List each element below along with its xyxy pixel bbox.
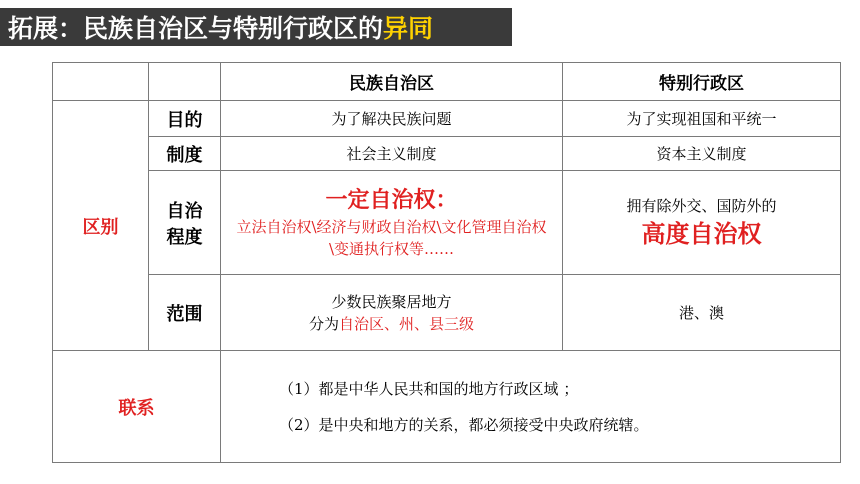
autonomy-label-line2: 程度 — [166, 226, 203, 248]
scope-special: 港、澳 — [563, 275, 841, 351]
autonomy-label — [149, 171, 221, 275]
scope-label: 范围 — [149, 275, 221, 351]
row-system — [53, 137, 841, 171]
relation-line1: （1）都是中华人民共和国的地方行政区域 ； — [279, 379, 579, 398]
header-special-administrative-region: 特别行政区 — [563, 63, 841, 101]
autonomy-ethnic — [221, 171, 563, 275]
scope-ethnic-line2-red: 自治区、州、县三级 — [339, 314, 475, 333]
row-relation — [53, 351, 841, 463]
autonomy-special — [563, 171, 841, 275]
scope-ethnic-line1: 少数民族聚居地方 — [331, 292, 452, 311]
relation-content — [221, 351, 841, 463]
autonomy-special-heading: 高度自治权 — [641, 219, 762, 248]
autonomy-label-line1: 自治 — [166, 200, 203, 222]
scope-ethnic-line2 — [221, 313, 562, 335]
difference-label: 区别 — [53, 101, 149, 351]
row-purpose — [53, 101, 841, 137]
autonomy-ethnic-detail: 立法自治权\经济与财政自治权\文化管理自治权\变通执行权等…… — [236, 217, 547, 258]
row-scope — [53, 275, 841, 351]
purpose-label: 目的 — [149, 101, 221, 137]
autonomy-ethnic-heading: 一定自治权： — [325, 187, 458, 213]
header-ethnic-autonomous-region: 民族自治区 — [221, 63, 563, 101]
title-highlight: 异同 — [383, 14, 434, 43]
purpose-special: 为了实现祖国和平统一 — [563, 101, 841, 137]
relation-label: 联系 — [53, 351, 221, 463]
system-ethnic: 社会主义制度 — [221, 137, 563, 171]
corner-cell-2 — [149, 63, 221, 101]
system-special: 资本主义制度 — [563, 137, 841, 171]
row-autonomy — [53, 171, 841, 275]
page-title — [0, 8, 512, 46]
corner-cell — [53, 63, 149, 101]
title-prefix: 拓展：民族自治区与特别行政区的 — [8, 14, 384, 43]
scope-ethnic-line2-prefix: 分为 — [308, 314, 339, 333]
relation-line2: （2）是中央和地方的关系，都必须接受中央政府统辖。 — [279, 415, 649, 434]
comparison-table — [52, 62, 841, 463]
purpose-ethnic: 为了解决民族问题 — [221, 101, 563, 137]
scope-ethnic — [221, 275, 563, 351]
header-row — [53, 63, 841, 101]
system-label: 制度 — [149, 137, 221, 171]
autonomy-special-line1: 拥有除外交、国防外的 — [626, 196, 777, 215]
